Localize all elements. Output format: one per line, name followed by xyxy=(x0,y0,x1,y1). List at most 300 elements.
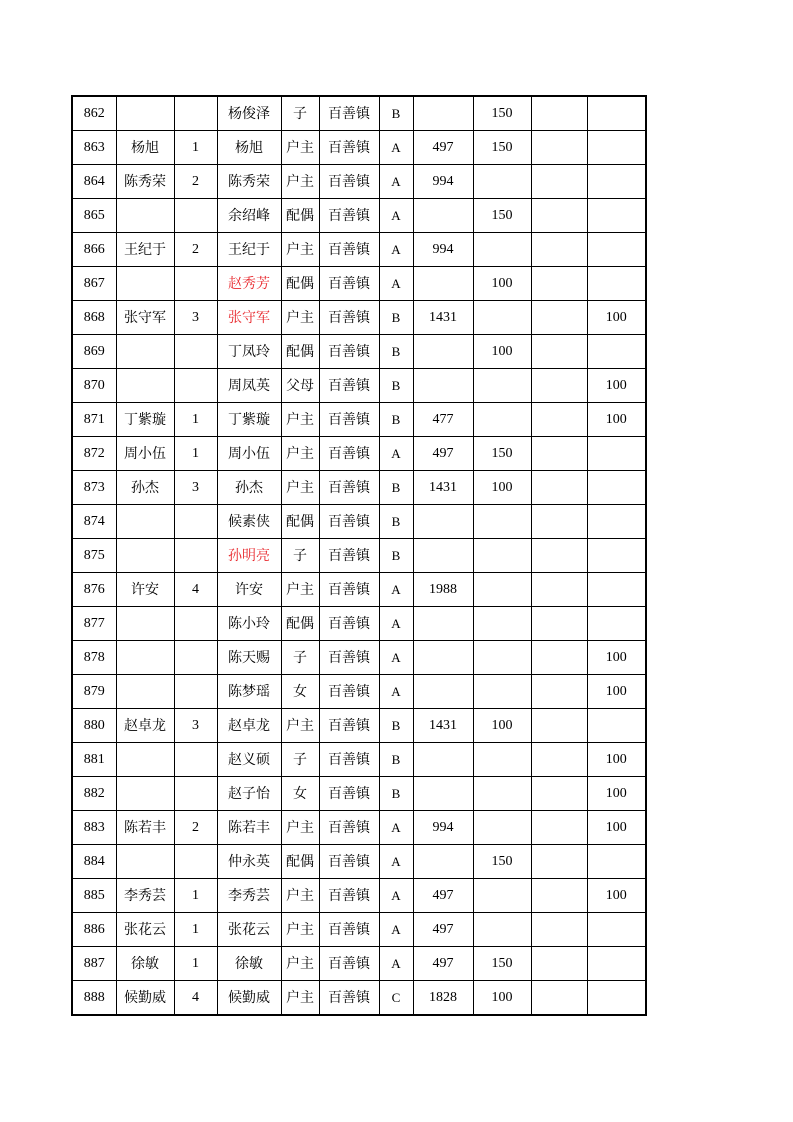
member-name-cell: 许安 xyxy=(217,573,281,607)
town-cell: 百善镇 xyxy=(319,301,379,335)
household-head-cell: 杨旭 xyxy=(116,131,174,165)
amount-cell xyxy=(413,369,473,403)
household-head-cell: 孙杰 xyxy=(116,471,174,505)
subsidy-a-cell: 150 xyxy=(473,845,531,879)
member-name-cell: 徐敏 xyxy=(217,947,281,981)
member-name-cell: 孙杰 xyxy=(217,471,281,505)
subsidy-b-cell xyxy=(531,879,587,913)
household-head-cell xyxy=(116,777,174,811)
subsidy-a-cell: 100 xyxy=(473,267,531,301)
subsidy-b-cell xyxy=(531,913,587,947)
row-number-cell: 877 xyxy=(72,607,116,641)
subsidy-b-cell xyxy=(531,233,587,267)
town-cell: 百善镇 xyxy=(319,131,379,165)
member-name-cell: 仲永英 xyxy=(217,845,281,879)
row-number-cell: 888 xyxy=(72,981,116,1016)
row-number-cell: 870 xyxy=(72,369,116,403)
household-head-cell: 陈若丰 xyxy=(116,811,174,845)
table-row xyxy=(72,845,646,879)
table-row xyxy=(72,641,646,675)
subsidy-c-cell xyxy=(587,471,646,505)
subsidy-a-cell xyxy=(473,641,531,675)
grade-cell: A xyxy=(379,879,413,913)
row-number-cell: 876 xyxy=(72,573,116,607)
household-head-cell: 许安 xyxy=(116,573,174,607)
household-size-cell xyxy=(174,335,217,369)
town-cell: 百善镇 xyxy=(319,675,379,709)
subsidy-b-cell xyxy=(531,96,587,131)
subsidy-a-cell xyxy=(473,743,531,777)
member-name-cell: 余绍峰 xyxy=(217,199,281,233)
subsidy-b-cell xyxy=(531,709,587,743)
town-cell: 百善镇 xyxy=(319,777,379,811)
table-row xyxy=(72,471,646,505)
relation-cell: 户主 xyxy=(281,165,319,199)
member-name-cell: 李秀芸 xyxy=(217,879,281,913)
relation-cell: 户主 xyxy=(281,981,319,1016)
household-size-cell: 2 xyxy=(174,811,217,845)
amount-cell: 497 xyxy=(413,437,473,471)
grade-cell: A xyxy=(379,267,413,301)
subsidy-c-cell: 100 xyxy=(587,403,646,437)
subsidy-c-cell: 100 xyxy=(587,675,646,709)
subsidy-c-cell xyxy=(587,607,646,641)
household-head-cell: 陈秀荣 xyxy=(116,165,174,199)
subsidy-b-cell xyxy=(531,335,587,369)
household-size-cell xyxy=(174,743,217,777)
household-head-cell: 徐敏 xyxy=(116,947,174,981)
subsidy-c-cell xyxy=(587,845,646,879)
subsidy-b-cell xyxy=(531,403,587,437)
subsidy-a-cell xyxy=(473,913,531,947)
relation-cell: 配偶 xyxy=(281,199,319,233)
grade-cell: A xyxy=(379,811,413,845)
row-number-cell: 864 xyxy=(72,165,116,199)
relation-cell: 户主 xyxy=(281,709,319,743)
household-head-cell xyxy=(116,675,174,709)
town-cell: 百善镇 xyxy=(319,233,379,267)
subsidy-a-cell xyxy=(473,165,531,199)
subsidy-c-cell xyxy=(587,199,646,233)
town-cell: 百善镇 xyxy=(319,437,379,471)
grade-cell: A xyxy=(379,199,413,233)
household-size-cell: 2 xyxy=(174,233,217,267)
member-name-cell: 陈梦瑶 xyxy=(217,675,281,709)
relation-cell: 户主 xyxy=(281,301,319,335)
subsidy-c-cell xyxy=(587,947,646,981)
town-cell: 百善镇 xyxy=(319,845,379,879)
relation-cell: 户主 xyxy=(281,437,319,471)
row-number-cell: 871 xyxy=(72,403,116,437)
household-size-cell: 1 xyxy=(174,403,217,437)
relation-cell: 父母 xyxy=(281,369,319,403)
row-number-cell: 879 xyxy=(72,675,116,709)
relation-cell: 户主 xyxy=(281,573,319,607)
household-size-cell: 4 xyxy=(174,981,217,1016)
household-head-cell: 赵卓龙 xyxy=(116,709,174,743)
member-name-cell: 张花云 xyxy=(217,913,281,947)
row-number-cell: 886 xyxy=(72,913,116,947)
town-cell: 百善镇 xyxy=(319,947,379,981)
relation-cell: 女 xyxy=(281,777,319,811)
amount-cell: 497 xyxy=(413,913,473,947)
relation-cell: 户主 xyxy=(281,913,319,947)
household-size-cell xyxy=(174,199,217,233)
household-head-cell: 周小伍 xyxy=(116,437,174,471)
grade-cell: A xyxy=(379,947,413,981)
grade-cell: B xyxy=(379,335,413,369)
amount-cell xyxy=(413,607,473,641)
subsidy-c-cell xyxy=(587,505,646,539)
relation-cell: 户主 xyxy=(281,403,319,437)
subsidy-b-cell xyxy=(531,539,587,573)
member-name-cell: 杨俊泽 xyxy=(217,96,281,131)
subsidy-c-cell: 100 xyxy=(587,369,646,403)
household-head-cell xyxy=(116,539,174,573)
row-number-cell: 872 xyxy=(72,437,116,471)
table-row xyxy=(72,96,646,131)
relation-cell: 户主 xyxy=(281,947,319,981)
amount-cell xyxy=(413,96,473,131)
household-size-cell: 1 xyxy=(174,947,217,981)
household-size-cell: 1 xyxy=(174,913,217,947)
town-cell: 百善镇 xyxy=(319,607,379,641)
table-row xyxy=(72,403,646,437)
grade-cell: B xyxy=(379,96,413,131)
member-name-cell: 候勤威 xyxy=(217,981,281,1016)
table-row xyxy=(72,199,646,233)
subsidy-a-cell: 150 xyxy=(473,131,531,165)
subsidy-c-cell xyxy=(587,131,646,165)
grade-cell: A xyxy=(379,845,413,879)
amount-cell: 994 xyxy=(413,233,473,267)
town-cell: 百善镇 xyxy=(319,709,379,743)
subsidy-c-cell xyxy=(587,165,646,199)
household-head-cell: 丁紫璇 xyxy=(116,403,174,437)
subsidy-a-cell: 100 xyxy=(473,981,531,1016)
table-row xyxy=(72,301,646,335)
grade-cell: A xyxy=(379,131,413,165)
member-name-cell: 赵子怡 xyxy=(217,777,281,811)
subsidy-a-cell xyxy=(473,777,531,811)
subsidy-b-cell xyxy=(531,437,587,471)
row-number-cell: 887 xyxy=(72,947,116,981)
town-cell: 百善镇 xyxy=(319,96,379,131)
grade-cell: A xyxy=(379,641,413,675)
town-cell: 百善镇 xyxy=(319,505,379,539)
table-row xyxy=(72,743,646,777)
household-head-cell: 张花云 xyxy=(116,913,174,947)
subsidy-c-cell xyxy=(587,96,646,131)
member-name-cell: 赵义硕 xyxy=(217,743,281,777)
row-number-cell: 862 xyxy=(72,96,116,131)
member-name-cell: 赵卓龙 xyxy=(217,709,281,743)
grade-cell: A xyxy=(379,437,413,471)
household-size-cell xyxy=(174,641,217,675)
grade-cell: A xyxy=(379,675,413,709)
grade-cell: A xyxy=(379,607,413,641)
row-number-cell: 863 xyxy=(72,131,116,165)
subsidy-b-cell xyxy=(531,267,587,301)
subsidy-c-cell: 100 xyxy=(587,641,646,675)
subsidy-a-cell xyxy=(473,233,531,267)
subsidy-c-cell xyxy=(587,913,646,947)
subsidy-b-cell xyxy=(531,199,587,233)
household-size-cell xyxy=(174,267,217,301)
relation-cell: 子 xyxy=(281,539,319,573)
grade-cell: B xyxy=(379,301,413,335)
amount-cell xyxy=(413,641,473,675)
subsidy-b-cell xyxy=(531,607,587,641)
grade-cell: B xyxy=(379,743,413,777)
subsidy-b-cell xyxy=(531,369,587,403)
subsidy-b-cell xyxy=(531,947,587,981)
member-name-cell: 周小伍 xyxy=(217,437,281,471)
amount-cell: 1431 xyxy=(413,471,473,505)
household-size-cell: 1 xyxy=(174,437,217,471)
row-number-cell: 866 xyxy=(72,233,116,267)
member-name-cell: 候素侠 xyxy=(217,505,281,539)
town-cell: 百善镇 xyxy=(319,913,379,947)
row-number-cell: 880 xyxy=(72,709,116,743)
household-size-cell xyxy=(174,675,217,709)
town-cell: 百善镇 xyxy=(319,369,379,403)
town-cell: 百善镇 xyxy=(319,403,379,437)
subsidy-a-cell: 100 xyxy=(473,335,531,369)
household-head-cell xyxy=(116,199,174,233)
amount-cell xyxy=(413,199,473,233)
subsidy-c-cell xyxy=(587,233,646,267)
subsidy-a-cell xyxy=(473,301,531,335)
member-name-cell: 陈小玲 xyxy=(217,607,281,641)
table-row xyxy=(72,233,646,267)
subsidy-b-cell xyxy=(531,743,587,777)
relation-cell: 配偶 xyxy=(281,607,319,641)
row-number-cell: 869 xyxy=(72,335,116,369)
subsidy-a-cell xyxy=(473,539,531,573)
grade-cell: A xyxy=(379,573,413,607)
grade-cell: B xyxy=(379,505,413,539)
member-name-cell: 孙明亮 xyxy=(217,539,281,573)
table-row xyxy=(72,165,646,199)
relation-cell: 户主 xyxy=(281,879,319,913)
row-number-cell: 882 xyxy=(72,777,116,811)
amount-cell xyxy=(413,777,473,811)
grade-cell: B xyxy=(379,403,413,437)
grade-cell: B xyxy=(379,369,413,403)
town-cell: 百善镇 xyxy=(319,165,379,199)
member-name-cell: 陈若丰 xyxy=(217,811,281,845)
grade-cell: C xyxy=(379,981,413,1016)
table-row xyxy=(72,505,646,539)
grade-cell: B xyxy=(379,471,413,505)
grade-cell: B xyxy=(379,709,413,743)
subsidy-b-cell xyxy=(531,165,587,199)
relation-cell: 配偶 xyxy=(281,845,319,879)
subsidy-c-cell xyxy=(587,335,646,369)
subsidy-a-cell: 150 xyxy=(473,437,531,471)
household-size-cell: 3 xyxy=(174,301,217,335)
household-size-cell: 1 xyxy=(174,131,217,165)
member-name-cell: 丁紫璇 xyxy=(217,403,281,437)
row-number-cell: 875 xyxy=(72,539,116,573)
amount-cell xyxy=(413,743,473,777)
relation-cell: 配偶 xyxy=(281,335,319,369)
amount-cell: 497 xyxy=(413,947,473,981)
subsidy-a-cell xyxy=(473,505,531,539)
amount-cell xyxy=(413,335,473,369)
town-cell: 百善镇 xyxy=(319,811,379,845)
subsidy-c-cell xyxy=(587,437,646,471)
town-cell: 百善镇 xyxy=(319,539,379,573)
household-head-cell: 张守军 xyxy=(116,301,174,335)
amount-cell xyxy=(413,505,473,539)
grade-cell: B xyxy=(379,777,413,811)
household-size-cell xyxy=(174,369,217,403)
town-cell: 百善镇 xyxy=(319,743,379,777)
household-size-cell xyxy=(174,539,217,573)
table-row xyxy=(72,709,646,743)
household-size-cell xyxy=(174,777,217,811)
table-row xyxy=(72,539,646,573)
household-head-cell: 李秀芸 xyxy=(116,879,174,913)
subsidy-c-cell: 100 xyxy=(587,777,646,811)
town-cell: 百善镇 xyxy=(319,573,379,607)
row-number-cell: 884 xyxy=(72,845,116,879)
relation-cell: 子 xyxy=(281,641,319,675)
household-size-cell: 3 xyxy=(174,471,217,505)
household-head-cell xyxy=(116,845,174,879)
table-row xyxy=(72,131,646,165)
amount-cell: 497 xyxy=(413,131,473,165)
member-name-cell: 陈天赐 xyxy=(217,641,281,675)
table-row xyxy=(72,913,646,947)
subsidy-a-cell: 150 xyxy=(473,947,531,981)
subsidy-b-cell xyxy=(531,301,587,335)
household-head-cell: 王纪于 xyxy=(116,233,174,267)
amount-cell: 497 xyxy=(413,879,473,913)
household-size-cell: 2 xyxy=(174,165,217,199)
table-row xyxy=(72,267,646,301)
grade-cell: B xyxy=(379,539,413,573)
town-cell: 百善镇 xyxy=(319,471,379,505)
amount-cell xyxy=(413,539,473,573)
table-row xyxy=(72,607,646,641)
relation-cell: 女 xyxy=(281,675,319,709)
subsidy-b-cell xyxy=(531,845,587,879)
subsidy-a-cell xyxy=(473,573,531,607)
relation-cell: 子 xyxy=(281,743,319,777)
relation-cell: 配偶 xyxy=(281,505,319,539)
household-head-cell: 候勤威 xyxy=(116,981,174,1016)
table-row xyxy=(72,879,646,913)
household-size-cell xyxy=(174,845,217,879)
town-cell: 百善镇 xyxy=(319,879,379,913)
row-number-cell: 881 xyxy=(72,743,116,777)
subsidy-a-cell: 150 xyxy=(473,199,531,233)
row-number-cell: 867 xyxy=(72,267,116,301)
subsidy-c-cell xyxy=(587,267,646,301)
subsidy-c-cell xyxy=(587,539,646,573)
table-row xyxy=(72,369,646,403)
subsidy-a-cell xyxy=(473,403,531,437)
amount-cell: 477 xyxy=(413,403,473,437)
relation-cell: 户主 xyxy=(281,131,319,165)
amount-cell: 1828 xyxy=(413,981,473,1016)
subsidy-c-cell: 100 xyxy=(587,743,646,777)
subsidy-a-cell xyxy=(473,811,531,845)
relation-cell: 户主 xyxy=(281,471,319,505)
subsidy-b-cell xyxy=(531,811,587,845)
amount-cell: 994 xyxy=(413,811,473,845)
table-row xyxy=(72,777,646,811)
member-name-cell: 王纪于 xyxy=(217,233,281,267)
subsidy-c-cell xyxy=(587,981,646,1016)
row-number-cell: 868 xyxy=(72,301,116,335)
amount-cell: 1431 xyxy=(413,709,473,743)
household-size-cell xyxy=(174,505,217,539)
member-name-cell: 杨旭 xyxy=(217,131,281,165)
amount-cell: 1431 xyxy=(413,301,473,335)
member-name-cell: 赵秀芳 xyxy=(217,267,281,301)
household-head-cell xyxy=(116,96,174,131)
town-cell: 百善镇 xyxy=(319,335,379,369)
row-number-cell: 878 xyxy=(72,641,116,675)
subsidy-a-cell: 150 xyxy=(473,96,531,131)
table-body xyxy=(72,96,646,1015)
subsidy-b-cell xyxy=(531,573,587,607)
relation-cell: 户主 xyxy=(281,811,319,845)
relation-cell: 子 xyxy=(281,96,319,131)
amount-cell xyxy=(413,845,473,879)
member-name-cell: 张守军 xyxy=(217,301,281,335)
town-cell: 百善镇 xyxy=(319,981,379,1016)
table-row xyxy=(72,811,646,845)
member-name-cell: 陈秀荣 xyxy=(217,165,281,199)
grade-cell: A xyxy=(379,913,413,947)
amount-cell xyxy=(413,267,473,301)
subsidy-a-cell: 100 xyxy=(473,471,531,505)
subsidy-a-cell xyxy=(473,675,531,709)
row-number-cell: 885 xyxy=(72,879,116,913)
subsidy-b-cell xyxy=(531,471,587,505)
subsidy-a-cell: 100 xyxy=(473,709,531,743)
subsidy-b-cell xyxy=(531,505,587,539)
subsidy-b-cell xyxy=(531,641,587,675)
row-number-cell: 865 xyxy=(72,199,116,233)
subsidy-c-cell: 100 xyxy=(587,301,646,335)
town-cell: 百善镇 xyxy=(319,267,379,301)
grade-cell: A xyxy=(379,233,413,267)
household-size-cell: 3 xyxy=(174,709,217,743)
household-head-cell xyxy=(116,369,174,403)
subsidy-b-cell xyxy=(531,675,587,709)
household-size-cell xyxy=(174,96,217,131)
subsidy-b-cell xyxy=(531,777,587,811)
household-head-cell xyxy=(116,505,174,539)
household-size-cell: 1 xyxy=(174,879,217,913)
household-size-cell: 4 xyxy=(174,573,217,607)
subsidy-a-cell xyxy=(473,607,531,641)
household-head-cell xyxy=(116,267,174,301)
subsidy-c-cell xyxy=(587,573,646,607)
subsidy-c-cell: 100 xyxy=(587,879,646,913)
household-head-cell xyxy=(116,335,174,369)
subsidy-c-cell: 100 xyxy=(587,811,646,845)
household-size-cell xyxy=(174,607,217,641)
household-head-cell xyxy=(116,641,174,675)
table-row xyxy=(72,675,646,709)
